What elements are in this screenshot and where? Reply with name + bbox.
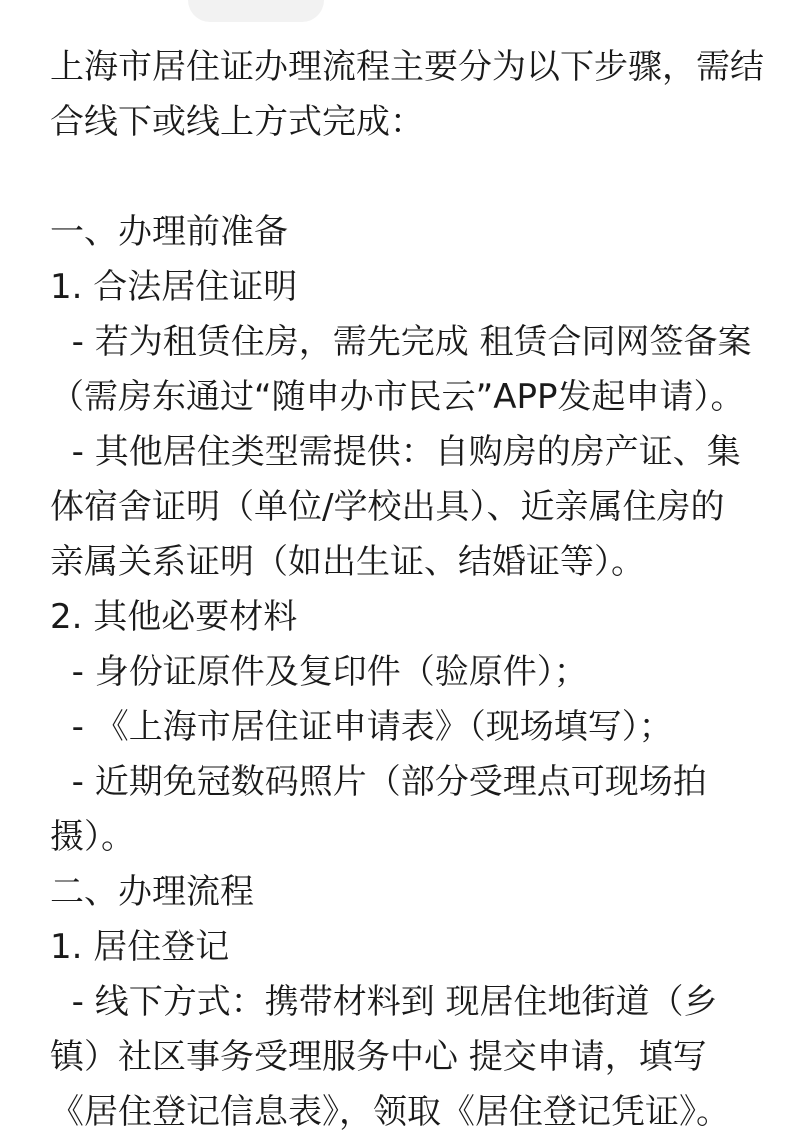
blank-line xyxy=(50,150,780,205)
text-line: 合线下或线上方式完成： xyxy=(50,102,424,142)
item-heading: 1. 合法居住证明 xyxy=(50,267,298,307)
text-line: - 若为租赁住房，需先完成 租赁合同网签备案 xyxy=(50,322,752,362)
text-line: - 身份证原件及复印件（验原件）； xyxy=(50,652,588,692)
section-heading: 二、办理流程 xyxy=(50,872,254,912)
text-line: 《居住登记信息表》，领取《居住登记凭证》。 xyxy=(50,1092,730,1132)
text-line: 亲属关系证明（如出生证、结婚证等）。 xyxy=(50,542,645,582)
text-line: - 近期免冠数码照片（部分受理点可现场拍 xyxy=(50,762,707,802)
text-line: 上海市居住证办理流程主要分为以下步骤，需结 xyxy=(50,47,764,87)
text-line: 镇）社区事务受理服务中心 提交申请，填写 xyxy=(50,1037,707,1077)
item-heading: 2. 其他必要材料 xyxy=(50,597,298,637)
message-content xyxy=(50,40,780,1140)
text-line: - 其他居住类型需提供：自购房的房产证、集 xyxy=(50,432,741,472)
text-line: - 线下方式：携带材料到 现居住地街道（乡 xyxy=(50,982,718,1022)
item-heading: 1. 居住登记 xyxy=(50,927,230,967)
text-line: - 《上海市居住证申请表》（现场填写）； xyxy=(50,707,673,747)
text-line: 体宿舍证明（单位/学校出具）、近亲属住房的 xyxy=(50,487,725,527)
text-line: 摄）。 xyxy=(50,817,135,857)
top-handle xyxy=(188,0,324,22)
text-line: （需房东通过“随申办市民云”APP发起申请）。 xyxy=(50,377,745,417)
section-heading: 一、办理前准备 xyxy=(50,212,288,252)
